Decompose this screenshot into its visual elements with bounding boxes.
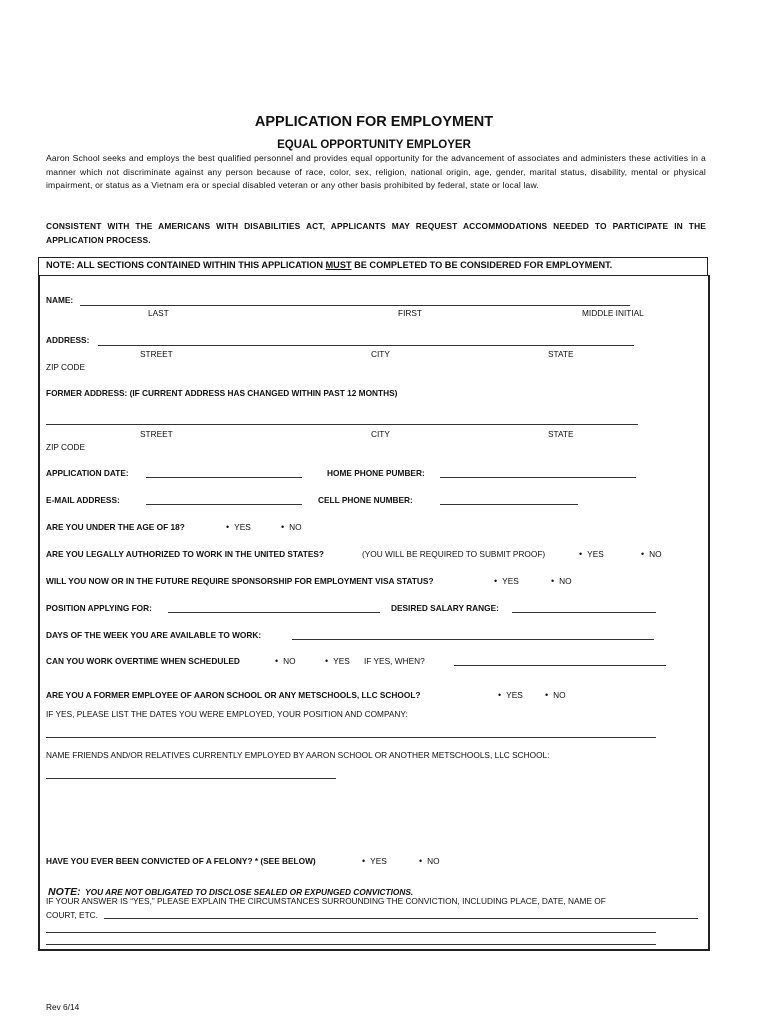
former-state-caption: STATE (548, 429, 574, 439)
bullet-icon: • (545, 690, 549, 700)
bullet-icon: • (579, 549, 583, 559)
bullet-icon: • (494, 576, 498, 586)
name-label: NAME: (46, 295, 74, 305)
former-employee-followup: IF YES, PLEASE LIST THE DATES YOU WERE EMPLOYED, YOUR POSITION AND COMPANY: (46, 709, 408, 719)
name-last-caption: LAST (148, 308, 169, 318)
name-field[interactable] (80, 305, 630, 306)
revision-label: Rev 6/14 (46, 1002, 80, 1012)
days-available-field[interactable] (292, 639, 654, 640)
form-box (38, 275, 710, 951)
felony-question: HAVE YOU EVER BEEN CONVICTED OF A FELONY? * (SEE BELOW) (46, 856, 316, 866)
sponsorship-yes-option[interactable]: • YES (494, 576, 519, 586)
salary-field[interactable] (512, 612, 656, 613)
sponsorship-question: WILL YOU NOW OR IN THE FUTURE REQUIRE SPONSORSHIP FOR EMPLOYMENT VISA STATUS? (46, 576, 434, 586)
former-employee-yes-option[interactable]: • YES (498, 690, 523, 700)
email-label: E-MAIL ADDRESS: (46, 495, 120, 505)
felony-no-option[interactable]: • NO (419, 856, 440, 866)
overtime-no-option[interactable]: • NO (275, 656, 296, 666)
felony-yes-option[interactable]: • YES (362, 856, 387, 866)
felony-explain-line-1: IF YOUR ANSWER IS “YES,” PLEASE EXPLAIN THE CIRCUMSTANCES SURROUNDING THE CONVICTION, INCLUDING PLACE, DATE, NAME OF (46, 896, 606, 906)
completion-note: NOTE: ALL SECTIONS CONTAINED WITHIN THIS APPLICATION MUST BE COMPLETED TO BE CONSIDERED FOR EMPLOYMENT. (46, 260, 613, 270)
bullet-icon: • (641, 549, 645, 559)
authorized-note: (YOU WILL BE REQUIRED TO SUBMIT PROOF) (362, 549, 546, 559)
position-field[interactable] (168, 612, 380, 613)
address-city-caption: CITY (371, 349, 390, 359)
ada-statement: CONSISTENT WITH THE AMERICANS WITH DISABILITIES ACT, APPLICANTS MAY REQUEST ACCOMMODATIONS NEEDED TO PARTICIPATE IN THE APPLICATION PROCESS. (46, 221, 706, 245)
address-label: ADDRESS: (46, 335, 90, 345)
relatives-field[interactable] (46, 778, 336, 779)
bullet-icon: • (419, 856, 423, 866)
overtime-question: CAN YOU WORK OVERTIME WHEN SCHEDULED (46, 656, 240, 666)
days-available-label: DAYS OF THE WEEK YOU ARE AVAILABLE TO WORK: (46, 630, 262, 640)
sponsorship-no-option[interactable]: • NO (551, 576, 572, 586)
address-field[interactable] (98, 345, 634, 346)
former-street-caption: STREET (140, 429, 173, 439)
name-first-caption: FIRST (398, 308, 422, 318)
authorized-question: ARE YOU LEGALLY AUTHORIZED TO WORK IN THE UNITED STATES? (46, 549, 324, 559)
position-label: POSITION APPLYING FOR: (46, 603, 152, 613)
bullet-icon: • (275, 656, 279, 666)
former-address-label: FORMER ADDRESS: (IF CURRENT ADDRESS HAS CHANGED WITHIN PAST 12 MONTHS) (46, 388, 398, 398)
address-state-caption: STATE (548, 349, 574, 359)
felony-explain-field-3[interactable] (46, 944, 656, 945)
address-street-caption: STREET (140, 349, 173, 359)
name-middle-caption: MIDDLE INITIAL (582, 308, 644, 318)
former-zip-caption: ZIP CODE (46, 442, 86, 452)
home-phone-label: HOME PHONE PUMBER: (327, 468, 425, 478)
bullet-icon: • (498, 690, 502, 700)
bullet-icon: • (226, 522, 230, 532)
authorized-yes-option[interactable]: • YES (579, 549, 604, 559)
felony-note: NOTE: YOU ARE NOT OBLIGATED TO DISCLOSE SEALED OR EXPUNGED CONVICTIONS. (48, 886, 414, 898)
age-question: ARE YOU UNDER THE AGE OF 18? (46, 522, 185, 532)
former-employee-question: ARE YOU A FORMER EMPLOYEE OF AARON SCHOOL OR ANY METSCHOOLS, LLC SCHOOL? (46, 690, 421, 700)
page-title: APPLICATION FOR EMPLOYMENT (254, 114, 494, 130)
bullet-icon: • (325, 656, 329, 666)
cell-phone-label: CELL PHONE NUMBER: (318, 495, 413, 505)
former-address-field[interactable] (46, 424, 638, 425)
address-zip-caption: ZIP CODE (46, 362, 86, 372)
email-field[interactable] (146, 504, 302, 505)
application-date-label: APPLICATION DATE: (46, 468, 129, 478)
former-employee-no-option[interactable]: • NO (545, 690, 566, 700)
relatives-label: NAME FRIENDS AND/OR RELATIVES CURRENTLY EMPLOYED BY AARON SCHOOL OR ANOTHER METSCHOOLS, LLC SCHOOL: (46, 750, 550, 760)
bullet-icon: • (551, 576, 555, 586)
former-employee-details-field[interactable] (46, 737, 656, 738)
felony-explain-line-2: COURT, ETC. (46, 910, 98, 920)
application-date-field[interactable] (146, 477, 302, 478)
salary-label: DESIRED SALARY RANGE: (391, 603, 499, 613)
felony-explain-field-2[interactable] (46, 932, 656, 933)
age-no-option[interactable]: • NO (281, 522, 302, 532)
authorized-no-option[interactable]: • NO (641, 549, 662, 559)
former-city-caption: CITY (371, 429, 390, 439)
cell-phone-field[interactable] (440, 504, 578, 505)
home-phone-field[interactable] (440, 477, 636, 478)
overtime-when-field[interactable] (454, 665, 666, 666)
overtime-yes-option[interactable]: • YES (325, 656, 350, 666)
overtime-if-yes-label: IF YES, WHEN? (364, 656, 425, 666)
page-subtitle: EQUAL OPPORTUNITY EMPLOYER (277, 139, 471, 151)
eeo-statement: Aaron School seeks and employs the best qualified personnel and provides equal opportunity for the advancement of associates and administers these activities in a manner which not discriminate against any person because of race, color, sex, religion, national origin, age, gender, marital status, disability, mental or physical impairment, or status as a Vietnam era or special disabled veteran or any other basis prohibited by federal, state or local law. (46, 153, 706, 191)
felony-explain-field-1[interactable] (104, 918, 698, 919)
age-yes-option[interactable]: • YES (226, 522, 251, 532)
bullet-icon: • (362, 856, 366, 866)
bullet-icon: • (281, 522, 285, 532)
